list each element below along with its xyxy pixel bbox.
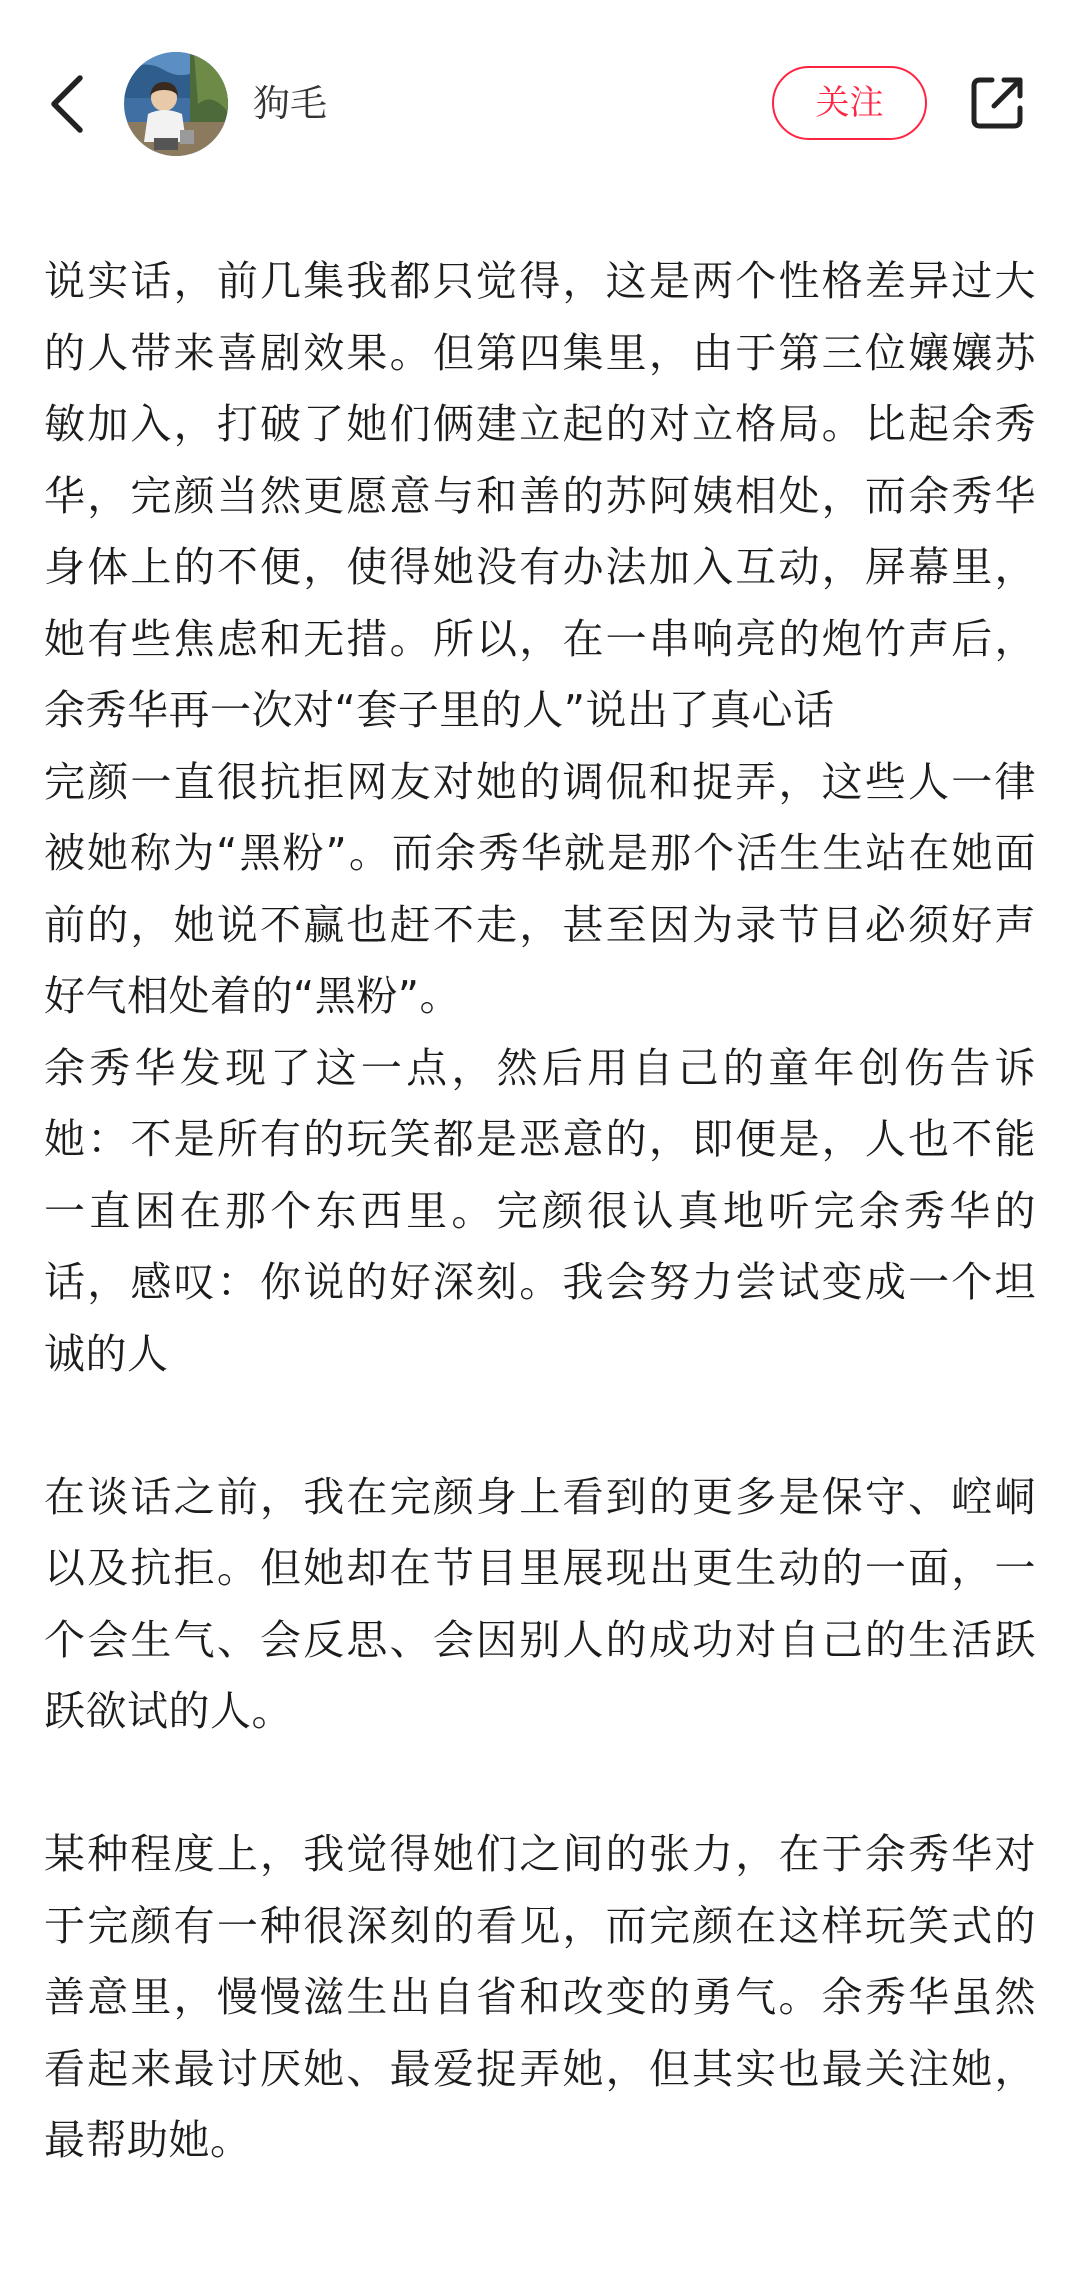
paragraph: 完颜一直很抗拒网友对她的调侃和捉弄，这些人一律被她称为“黑粉”。而余秀华就是那个活生生站在她面前的，她说不赢也赶不走，甚至因为录节目必须好声好气相处着的“黑粉”。 xyxy=(44,757,1036,1020)
avatar-photo-icon xyxy=(124,52,228,156)
paragraph-spacer xyxy=(44,1748,1036,1820)
chevron-left-icon xyxy=(40,68,96,140)
author-name[interactable]: 狗毛 xyxy=(253,82,327,125)
back-button[interactable] xyxy=(40,68,96,140)
note-body xyxy=(44,246,1036,2177)
paragraph: 余秀华发现了这一点，然后用自己的童年创伤告诉她：不是所有的玩笑都是恶意的，即便是，人也不能一直困在那个东西里。完颜很认真地听完余秀华的话，感叹：你说的好深刻。我会努力尝试变成一个坦诚的人 xyxy=(44,1043,1036,1378)
share-icon xyxy=(966,72,1028,134)
note-header xyxy=(0,0,1080,205)
share-button[interactable] xyxy=(966,72,1028,134)
avatar[interactable] xyxy=(124,52,228,156)
follow-button[interactable]: 关注 xyxy=(772,66,927,140)
paragraph: 说实话，前几集我都只觉得，这是两个性格差异过大的人带来喜剧效果。但第四集里，由于第三位孃孃苏敏加入，打破了她们俩建立起的对立格局。比起余秀华，完颜当然更愿意与和善的苏阿姨相处，而余秀华身体上的不便，使得她没有办法加入互动，屏幕里，她有些焦虑和无措。所以，在一串响亮的炮竹声后，余秀华再一次对“套子里的人”说出了真心话 xyxy=(44,257,1036,734)
paragraph: 某种程度上，我觉得她们之间的张力，在于余秀华对于完颜有一种很深刻的看见，而完颜在这样玩笑式的善意里，慢慢滋生出自省和改变的勇气。余秀华虽然看起来最讨厌她、最爱捉弄她，但其实也最关注她，最帮助她。 xyxy=(44,1830,1036,2164)
paragraph-spacer xyxy=(44,1390,1036,1462)
paragraph: 在谈话之前，我在完颜身上看到的更多是保守、崆峒以及抗拒。但她却在节目里展现出更生动的一面，一个会生气、会反思、会因别人的成功对自己的生活跃跃欲试的人。 xyxy=(44,1472,1036,1735)
